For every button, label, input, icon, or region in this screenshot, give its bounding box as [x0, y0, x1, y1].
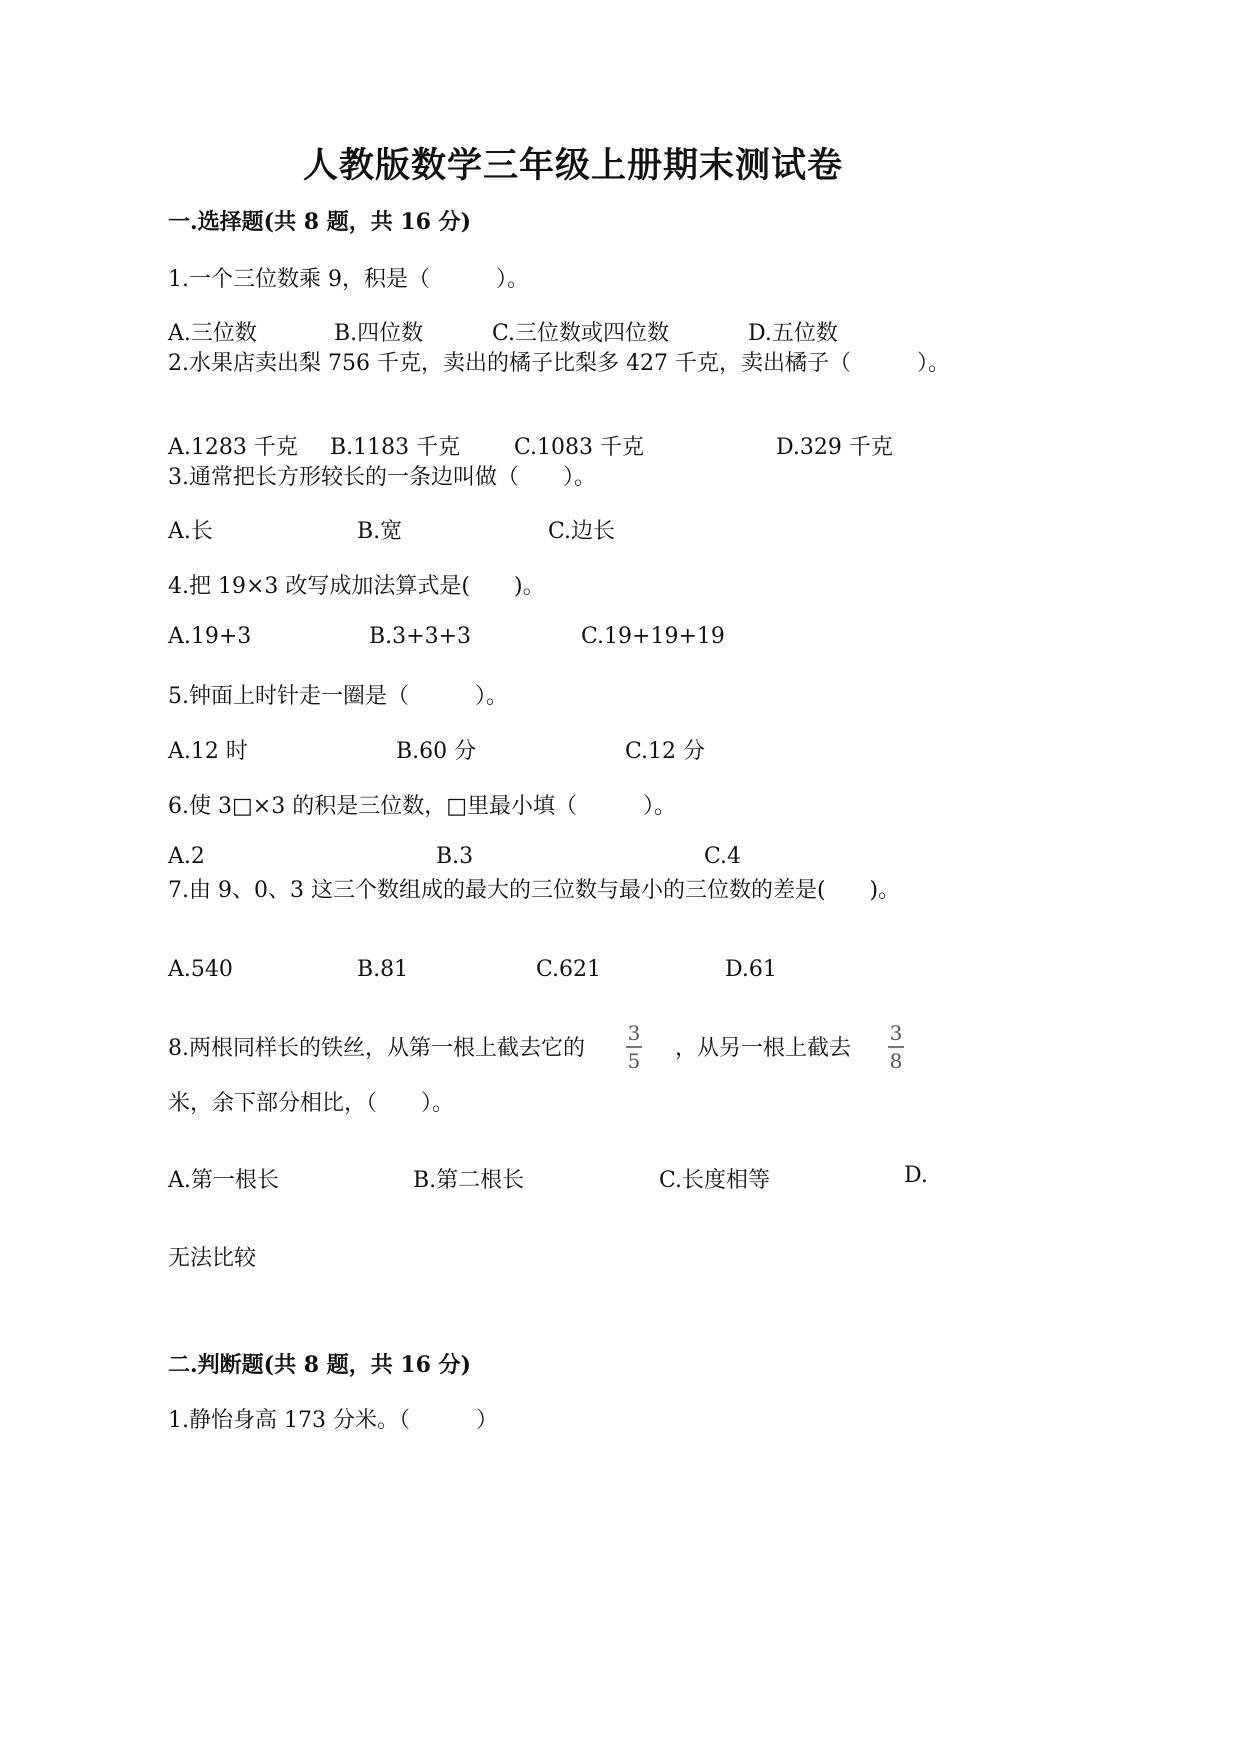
- q6-option-a: A.2: [168, 844, 205, 869]
- section-heading-choice: 一.选择题(共 8 题，共 16 分): [168, 209, 472, 235]
- judgment-question-1: 1.静怡身高 173 分米。（ ）: [168, 1408, 498, 1433]
- q8-option-d: D.: [904, 1163, 928, 1188]
- question-3: 3.通常把长方形较长的一条边叫做（ ）。: [168, 465, 596, 490]
- q5-option-b: B.60 分: [396, 739, 477, 764]
- q8-option-d-wrap: 无法比较: [168, 1246, 257, 1271]
- q2-option-b: B.1183 千克: [330, 435, 461, 460]
- page-title: 人教版数学三年级上册期末测试卷: [303, 145, 844, 186]
- q1-option-c: C.三位数或四位数: [492, 321, 670, 346]
- q3-option-c: C.边长: [548, 519, 616, 544]
- question-6: 6.使 3□×3 的积是三位数，□里最小填（ ）。: [168, 794, 676, 819]
- q5-option-a: A.12 时: [168, 739, 248, 764]
- q3-option-a: A.长: [168, 519, 213, 544]
- question-2: 2.水果店卖出梨 756 千克，卖出的橘子比梨多 427 千克，卖出橘子（ ）。: [168, 351, 950, 376]
- q3-option-b: B.宽: [357, 519, 403, 544]
- fraction-1-numerator: 3: [627, 1021, 641, 1045]
- question-8-part2: ，从另一根上截去: [675, 1036, 852, 1061]
- q1-option-d: D.五位数: [748, 321, 838, 346]
- q1-option-a: A.三位数: [168, 321, 257, 346]
- question-1: 1.一个三位数乘 9，积是（ ）。: [168, 267, 529, 292]
- q4-option-a: A.19+3: [168, 624, 252, 649]
- q7-option-a: A.540: [168, 957, 233, 982]
- fraction-2-bar: [888, 1046, 904, 1048]
- fraction-2-numerator: 3: [889, 1021, 903, 1045]
- q7-option-c: C.621: [536, 957, 602, 982]
- q2-option-d: D.329 千克: [776, 435, 893, 460]
- q8-option-a: A.第一根长: [168, 1168, 279, 1193]
- q1-option-b: B.四位数: [334, 321, 424, 346]
- q4-option-c: C.19+19+19: [581, 624, 725, 649]
- fraction-three-fifths: [623, 1023, 645, 1071]
- question-7: 7.由 9、0、3 这三个数组成的最大的三位数与最小的三位数的差是( )。: [168, 878, 901, 903]
- question-5: 5.钟面上时针走一圈是（ ）。: [168, 684, 508, 709]
- section-heading-judgment: 二.判断题(共 8 题，共 16 分): [168, 1352, 472, 1378]
- q7-option-d: D.61: [725, 957, 777, 982]
- q8-option-b: B.第二根长: [413, 1168, 525, 1193]
- fraction-three-eighths: [885, 1023, 907, 1071]
- q5-option-c: C.12 分: [625, 739, 706, 764]
- q6-option-c: C.4: [704, 844, 742, 869]
- question-8-part1: 8.两根同样长的铁丝，从第一根上截去它的: [168, 1036, 585, 1061]
- q2-option-a: A.1283 千克: [168, 435, 298, 460]
- q6-option-b: B.3: [436, 844, 474, 869]
- question-8-line2: 米，余下部分相比，（ ）。: [168, 1091, 455, 1116]
- fraction-2-denominator: 8: [889, 1048, 903, 1073]
- question-4: 4.把 19×3 改写成加法算式是( )。: [168, 574, 545, 599]
- q4-option-b: B.3+3+3: [369, 624, 472, 649]
- q7-option-b: B.81: [357, 957, 409, 982]
- fraction-1-bar: [626, 1046, 642, 1048]
- q8-option-c: C.长度相等: [659, 1168, 771, 1193]
- q2-option-c: C.1083 千克: [514, 435, 645, 460]
- fraction-1-denominator: 5: [627, 1048, 641, 1073]
